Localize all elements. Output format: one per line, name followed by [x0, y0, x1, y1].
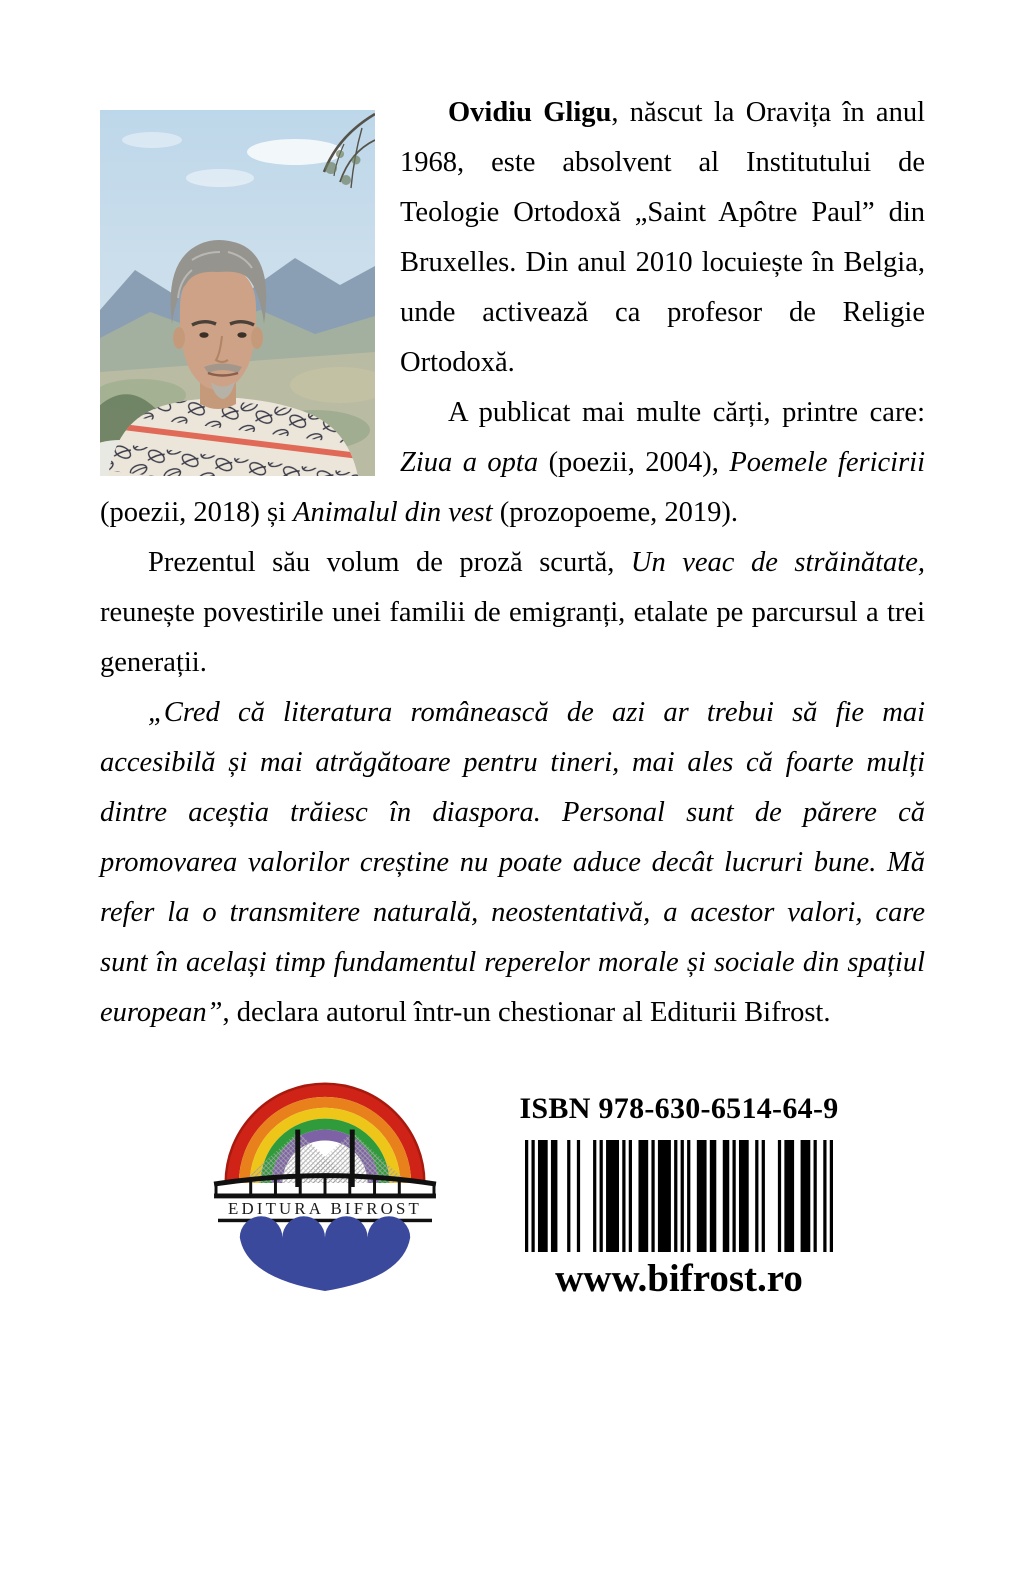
barcode	[525, 1140, 833, 1252]
author-photo-illustration	[100, 110, 375, 476]
book-title-poemele-fericirii: Poemele fericirii	[729, 447, 925, 478]
publisher-logo	[203, 1082, 447, 1295]
isbn-label: ISBN 978-630-6514-64-9	[519, 1092, 839, 1125]
book-title-un-veac-de-strainatate: Un veac de străinătate,	[630, 547, 925, 578]
bio-paragraph-2-mid1: (poezii, 2004),	[538, 447, 730, 478]
photo-ear-right	[251, 327, 263, 349]
bio-paragraph-4	[100, 688, 925, 1038]
publisher-logo-icon	[203, 1082, 447, 1295]
bio-paragraph-4-tail: , declara autorul într-un chestionar al Editurii Bifrost.	[222, 997, 831, 1028]
bio-paragraph-3-lead: Prezentul său volum de proză scurtă,	[148, 547, 631, 578]
author-name: Ovidiu Gligu	[448, 97, 612, 128]
bio-paragraph-3	[100, 538, 925, 688]
author-photo	[100, 110, 375, 476]
bio-paragraph-1-text: , născut la Oravița în anul 1968, este absolvent al Institutului de Teologie Ortodoxă „Saint Apôtre Paul” din Bruxelles. Din anul 2010 locuiește în Belgia, unde activează ca profesor de Religie Ortodoxă.	[400, 97, 926, 378]
bio-paragraph-2-lead: A publicat mai multe cărți, printre care:	[448, 397, 925, 428]
book-title-ziua-a-opta: Ziua a opta	[400, 447, 539, 478]
bio-paragraph-3-tail: reunește povestirile unei familii de emigranți, etalate pe parcursul a trei generații.	[100, 597, 925, 678]
bio-paragraph-2-mid2: (poezii, 2018) și	[100, 497, 294, 528]
footer	[100, 1082, 925, 1301]
bio-paragraph-2-tail: (prozopoeme, 2019).	[492, 497, 738, 528]
water-icon	[240, 1216, 410, 1291]
website-label: www.bifrost.ro	[555, 1257, 803, 1300]
author-quote: „Cred că literatura românească de azi ar trebui să fie mai accesibilă și mai atrăgătoare pentru tineri, mai ales că foarte mulți dintre aceștia trăiesc în diaspora. Personal sunt de părere că promovarea valorilor creștine nu poate aduce decât lucruri bune. Mă refer la o transmitere naturală, neostentativă, a acestor valori, care sunt în același timp fundamentul reperelor morale și sociale din spațiul european”	[100, 697, 925, 1028]
publisher-name: EDITURA BIFROST	[228, 1198, 422, 1218]
book-title-animalul-din-vest: Animalul din vest	[293, 497, 493, 528]
isbn-block	[511, 1082, 847, 1301]
photo-ear-left	[173, 327, 185, 349]
photo-face	[180, 266, 256, 390]
